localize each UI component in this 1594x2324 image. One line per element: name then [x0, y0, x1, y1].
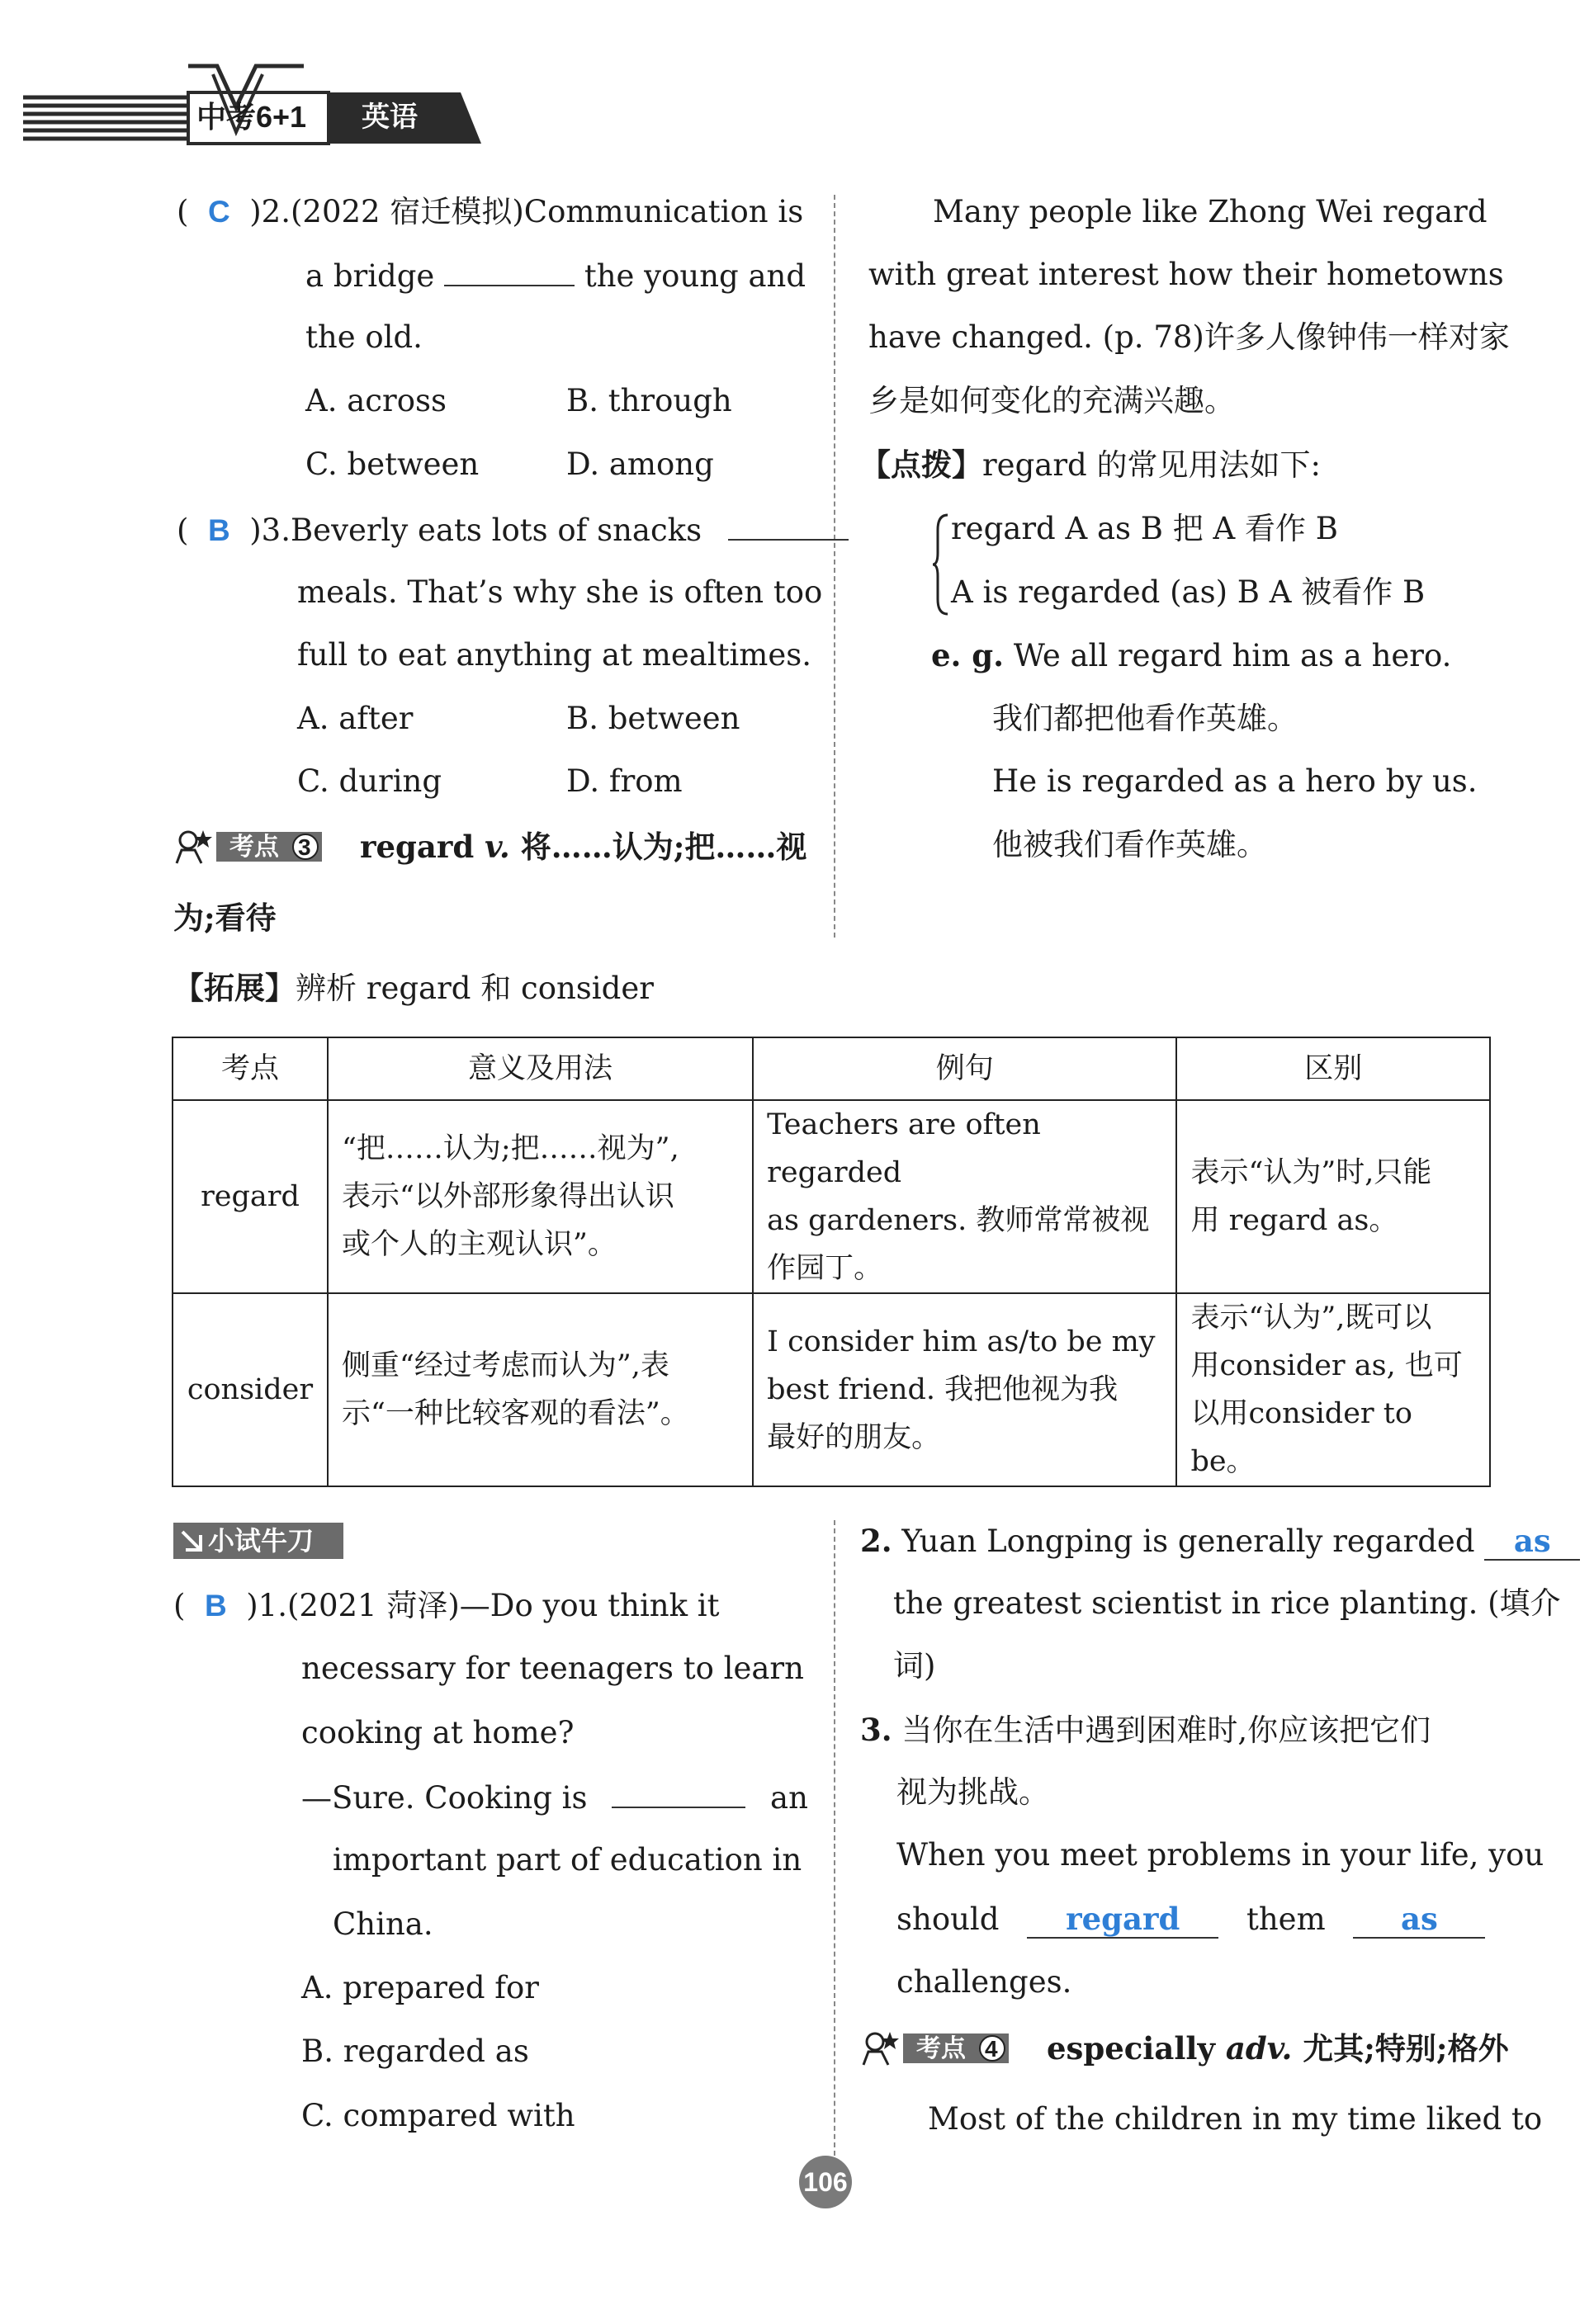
q2-number: )2. — [249, 194, 291, 229]
q2-line1: ( C )2.(2022 宿迁模拟)Communication is — [177, 194, 804, 229]
eg1-line — [931, 637, 1451, 674]
table-header-cell: 例句 — [753, 1037, 1176, 1100]
table-cell-usage — [328, 1293, 753, 1486]
p-q2-line2: the greatest scientist in rice planting. (填介 — [893, 1585, 1561, 1621]
usage-text: 侧重“经过考虑而认为”,表 — [341, 1349, 669, 1382]
p-q3-line4a: should — [896, 1901, 1000, 1937]
p-q3-number: 3. — [860, 1712, 892, 1748]
right-para-line1: Many people like Zhong Wei regard — [933, 194, 1488, 229]
page-number: 106 — [803, 2167, 848, 2197]
example-text: 最好的朋友。 — [767, 1421, 941, 1454]
example-text: Teachers are often regarded — [767, 1108, 1041, 1189]
p-q1-answer: B — [204, 1589, 227, 1623]
p-q2-text: Yuan Longping is generally regarded — [901, 1523, 1475, 1559]
usage-text: 示“一种比较客观的看法”。 — [341, 1397, 689, 1430]
table-header-cell: 意义及用法 — [328, 1037, 753, 1100]
q3-answer: B — [207, 513, 230, 547]
right-para-line2: with great interest how their hometowns — [868, 257, 1504, 292]
table-cell-diff — [1176, 1100, 1490, 1293]
eg-label: e. g. — [931, 637, 1005, 673]
table-header-row — [173, 1037, 1490, 1100]
kaodian-4-word: especially — [1047, 2030, 1215, 2067]
eg1-cn: 我们都把他看作英雄。 — [992, 701, 1298, 736]
dianbo-text: regard 的常见用法如下: — [982, 447, 1321, 483]
q2-line3: the old. — [305, 319, 423, 355]
table-row — [173, 1293, 1490, 1486]
table-header-cell: 考点 — [173, 1037, 328, 1100]
diff-text: 以用consider to be。 — [1190, 1397, 1412, 1478]
table-row — [173, 1100, 1490, 1293]
q2-option-c: C. between — [305, 446, 480, 482]
kaodian-4-title — [1047, 2030, 1509, 2067]
kaodian-4-label: 考点 — [916, 2035, 966, 2062]
p-q3-line4b: them — [1246, 1901, 1326, 1937]
kaodian-3-label: 考点 — [229, 834, 279, 861]
p-q1-line4 — [301, 1778, 808, 1816]
header — [23, 50, 485, 157]
header-logo-text: 中考6+1 — [196, 100, 307, 134]
brace-icon — [931, 513, 951, 616]
p-q1-text: (2021 菏泽)—Do you think it — [286, 1588, 720, 1623]
arrow-icon — [177, 1527, 206, 1555]
q3-blank[interactable] — [728, 511, 849, 541]
q2-option-a: A. across — [305, 383, 447, 418]
eg1-text: We all regard him as a hero. — [1013, 638, 1452, 673]
kaodian-3-pos: v. — [485, 829, 510, 865]
p-q1-number: )1. — [246, 1588, 287, 1623]
header-subject: 英语 — [362, 102, 418, 133]
p-q1-line3: cooking at home? — [301, 1715, 575, 1750]
p-q3-line3: When you meet problems in your life, you — [896, 1837, 1544, 1873]
kaodian-4-meaning: 尤其;特别;格外 — [1303, 2030, 1509, 2067]
p-q1-blank[interactable] — [612, 1778, 745, 1808]
kaodian-4-pos: adv. — [1225, 2030, 1293, 2067]
comparison-table — [172, 1037, 1491, 1487]
tuozhan-text: 辨析 regard 和 consider — [296, 971, 654, 1006]
usage-text: “把……认为;把……视为”, — [341, 1132, 679, 1165]
q3-option-c: C. during — [297, 763, 442, 799]
q2-line2a: a bridge — [305, 258, 435, 294]
diff-text: 表示“认为”,既可以 — [1190, 1301, 1432, 1334]
right-para-line4: 乡是如何变化的充满兴趣。 — [868, 383, 1235, 418]
tuozhan-label: 【拓展】 — [173, 970, 296, 1006]
diff-text: 表示“认为”时,只能 — [1190, 1156, 1432, 1189]
p-q1-option-a: A. prepared for — [301, 1970, 539, 2005]
usage-line2: A is regarded (as) B A 被看作 B — [951, 574, 1426, 610]
column-divider-bottom — [834, 1520, 835, 2156]
p-q3-blank1[interactable]: regard — [1027, 1901, 1218, 1939]
p-q1-option-b: B. regarded as — [301, 2034, 529, 2069]
tuozhan-line — [173, 970, 654, 1007]
q3-option-b: B. between — [566, 701, 740, 736]
q3-option-d: D. from — [566, 763, 683, 799]
column-divider-top — [834, 195, 835, 938]
p-q1-line6: China. — [333, 1906, 433, 1942]
dianbo-label: 【点拨】 — [860, 446, 982, 483]
p-q3-blank2[interactable]: as — [1353, 1901, 1485, 1939]
table-cell-usage — [328, 1100, 753, 1293]
table-header-cell: 区别 — [1176, 1037, 1490, 1100]
p-q1-line1: ( B )1.(2021 菏泽)—Do you think it — [173, 1588, 720, 1623]
p-q3-line1 — [860, 1712, 1431, 1749]
kaodian-3-title — [360, 829, 806, 865]
table-cell-term: consider — [173, 1293, 328, 1486]
diff-text: 用 regard as。 — [1190, 1204, 1398, 1237]
kaodian-4-badge — [860, 2029, 1014, 2067]
q2-option-b: B. through — [566, 383, 732, 418]
p-q3-line5: challenges. — [896, 1964, 1072, 2000]
example-text: as gardeners. 教师常常被视 — [767, 1204, 1150, 1237]
q3-text: Beverly eats lots of snacks — [290, 513, 702, 548]
q3-line3: full to eat anything at mealtimes. — [297, 637, 812, 673]
p-q2-number: 2. — [860, 1523, 892, 1559]
kaodian-4-num: 4 — [985, 2036, 998, 2062]
practice-label-text: 小试牛刀 — [208, 1526, 315, 1556]
q2-blank[interactable] — [444, 257, 575, 286]
q3-line2: meals. That’s why she is often too — [297, 574, 823, 610]
kaodian-3-meaning-a: 将……认为;把……视 — [520, 829, 807, 865]
q2-option-d: D. among — [566, 446, 714, 482]
kaodian-3-meaning-b: 为;看待 — [173, 900, 277, 936]
table-cell-term: regard — [173, 1100, 328, 1293]
q3-number: )3. — [249, 513, 291, 548]
p-q3-line2: 视为挑战。 — [896, 1774, 1049, 1810]
kaodian-3-word: regard — [360, 829, 475, 865]
p-q2-blank[interactable]: as — [1484, 1523, 1580, 1561]
p-q2-line3: 词) — [893, 1648, 936, 1684]
table-cell-example — [753, 1100, 1176, 1293]
example-text: I consider him as/to be my — [767, 1325, 1156, 1358]
usage-text: 或个人的主观认识”。 — [341, 1228, 617, 1261]
page-number-badge — [799, 2156, 852, 2208]
p-q1-line4b: an — [770, 1780, 808, 1816]
p-q3-line4 — [896, 1901, 1485, 1939]
example-text: 作园丁。 — [767, 1252, 883, 1285]
p-q1-line4a: —Sure. Cooking is — [301, 1780, 588, 1816]
table-cell-example — [753, 1293, 1176, 1486]
last-line: Most of the children in my time liked to — [928, 2101, 1543, 2137]
usage-text: 表示“以外部形象得出认识 — [341, 1180, 674, 1213]
p-q2-line1 — [860, 1523, 1580, 1561]
example-text: best friend. 我把他视为我 — [767, 1373, 1119, 1406]
practice-label — [173, 1523, 343, 1559]
q2-line2 — [305, 257, 806, 295]
q2-answer: C — [207, 195, 230, 229]
diff-text: 用consider as, 也可 — [1190, 1349, 1463, 1382]
q2-source: (2022 宿迁模拟)Communication is — [290, 194, 804, 229]
eg2-cn: 他被我们看作英雄。 — [992, 827, 1267, 862]
q3-option-a: A. after — [297, 701, 414, 736]
p-q3-text: 当你在生活中遇到困难时,你应该把它们 — [901, 1712, 1431, 1748]
right-para-line3: have changed. (p. 78)许多人像钟伟一样对家 — [868, 319, 1510, 355]
p-q1-line2: necessary for teenagers to learn — [301, 1651, 804, 1686]
p-q1-line5: important part of education in — [333, 1842, 802, 1878]
q2-line2b: the young and — [584, 258, 806, 294]
eg2-text: He is regarded as a hero by us. — [992, 763, 1478, 799]
dianbo-line — [860, 446, 1321, 484]
q3-line1: ( B )3.Beverly eats lots of snacks — [177, 511, 849, 549]
p-q1-option-c: C. compared with — [301, 2098, 575, 2133]
table-cell-diff — [1176, 1293, 1490, 1486]
kaodian-3-num: 3 — [298, 834, 311, 860]
kaodian-3-badge — [173, 827, 327, 865]
usage-line1: regard A as B 把 A 看作 B — [951, 511, 1338, 546]
